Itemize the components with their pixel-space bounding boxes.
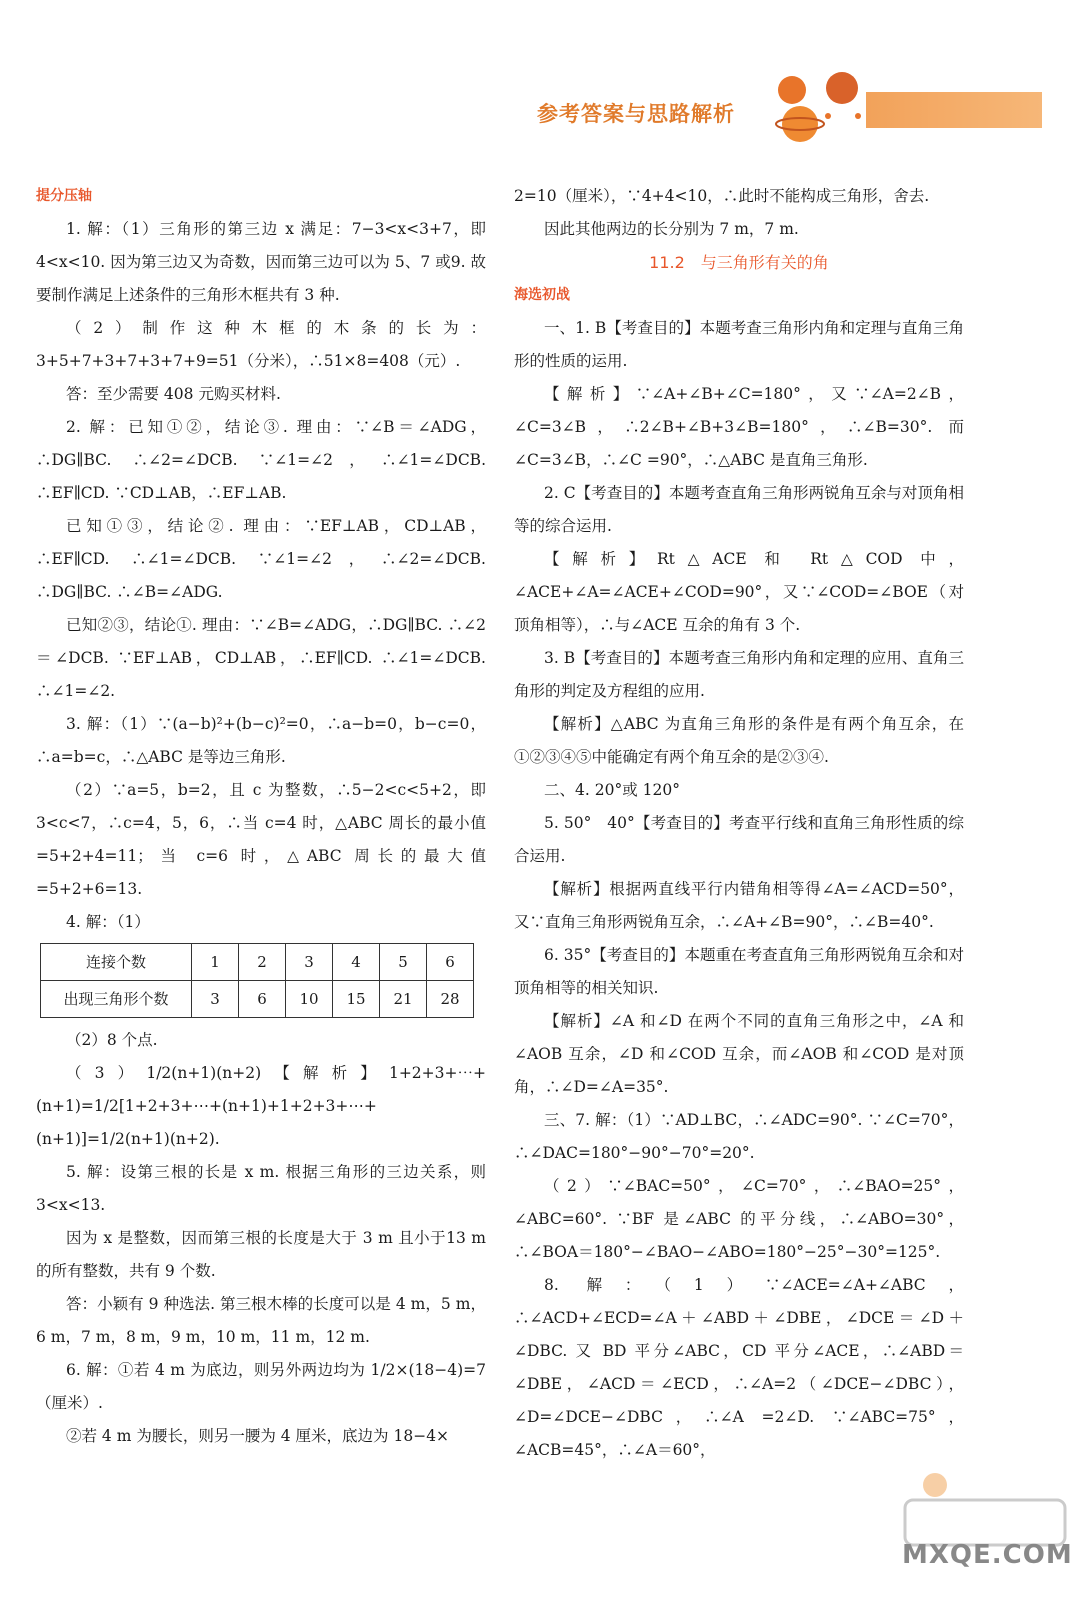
- answer-line: 答：至少需要 408 元购买材料.: [66, 385, 281, 403]
- answer-line: 3. 解：（1）∵(a−b)²+(b−c)²=0，∴a−b=0，b−c=0，∴a=b=c，∴△ABC 是等边三角形.: [36, 715, 486, 766]
- answer-line: 【解析】∠A 和∠D 在两个不同的直角三角形之中，∠A 和∠AOB 互余，∠D 和∠COD 互余，而∠AOB 和∠COD 是对顶角，∴∠D=∠A=35°.: [514, 1012, 964, 1096]
- data-table: [40, 943, 474, 1018]
- table-cell: 5: [380, 944, 427, 981]
- answer-line: 6. 解：①若 4 m 为底边，则另外两边均为 1/2×(18−4)=7（厘米）.: [36, 1361, 486, 1412]
- answer-line: 因为 x 是整数，因而第三根的长度是大于 3 m 且小于13 m 的所有整数，共有 9 个数.: [36, 1229, 486, 1280]
- answer-line: （2）8 个点.: [66, 1031, 158, 1049]
- planets-decoration-icon: [770, 68, 870, 148]
- table-cell: 3: [192, 981, 239, 1018]
- table-row: [41, 944, 474, 981]
- section-label: 海选初战: [514, 287, 570, 303]
- answer-line: 因此其他两边的长分别为 7 m，7 m.: [544, 220, 799, 238]
- answer-line: 3. B【考查目的】本题考查三角形内角和定理的应用、直角三角形的判定及方程组的应用.: [514, 649, 964, 700]
- table-row-header: 连接个数: [41, 944, 192, 981]
- answer-line: 5. 50° 40°【考查目的】考查平行线和直角三角形性质的综合运用.: [514, 814, 964, 865]
- table-cell: 21: [380, 981, 427, 1018]
- header-bar: [866, 92, 1042, 128]
- answer-line: 5. 解：设第三根的长是 x m. 根据三角形的三边关系，则 3<x<13.: [36, 1163, 486, 1214]
- watermark-text: MXQE.COM: [902, 1540, 1073, 1570]
- table-cell: 10: [286, 981, 333, 1018]
- answer-line: 已知②③，结论①. 理由：∵∠B=∠ADG，∴DG∥BC. ∴∠2＝∠DCB. ∵EF⊥AB，CD⊥AB，∴EF∥CD. ∴∠1=∠DCB. ∴∠1=∠2.: [36, 616, 486, 700]
- table-cell: 28: [427, 981, 474, 1018]
- section-label: 提分压轴: [36, 188, 92, 204]
- answer-line: ②若 4 m 为腰长，则另一腰为 4 厘米，底边为 18−4×: [66, 1427, 450, 1445]
- table-row: [41, 981, 474, 1018]
- answer-line: 2. C【考查目的】本题考查直角三角形两锐角互余与对顶角相等的综合运用.: [514, 484, 964, 535]
- table-cell: 3: [286, 944, 333, 981]
- answer-line: 8. 解：（1）∵∠ACE=∠A+∠ABC，∴∠ACD+∠ECD=∠A＋∠ABD＋∠DBE，∠DCE＝∠D＋∠DBC. 又 BD 平分∠ABC，CD 平分∠ACE，∴∠ABD＝∠DBE，∠ACD＝∠ECD，∴∠A=2（∠DCE−∠DBC），∠D=∠DCE−∠DBC，∴∠A =2∠D. ∵∠ABC=75°，∠ACB=45°，∴∠A＝60°，: [514, 1276, 964, 1459]
- answer-line: 已知①③，结论②. 理由：∵EF⊥AB，CD⊥AB，∴EF∥CD. ∴∠1=∠DCB. ∵∠1=∠2，∴∠2=∠DCB. ∴DG∥BC. ∴∠B=∠ADG.: [36, 517, 486, 601]
- answer-line: 三、7. 解：（1）∵AD⊥BC，∴∠ADC=90°. ∵∠C=70°，∴∠DAC=180°−90°−70°=20°.: [514, 1111, 964, 1162]
- page-header-title: 参考答案与思路解析: [537, 102, 735, 126]
- answer-line: （3）1/2(n+1)(n+2)【解析】1+2+3+⋯+(n+1)=1/2[1+2+3+⋯+(n+1)+1+2+3+⋯+(n+1)]=1/2(n+1)(n+2).: [36, 1064, 486, 1148]
- table-cell: 6: [239, 981, 286, 1018]
- answer-line: 二、4. 20°或 120°: [544, 781, 680, 799]
- table-row-header: 出现三角形个数: [41, 981, 192, 1018]
- table-cell: 6: [427, 944, 474, 981]
- table-cell: 15: [333, 981, 380, 1018]
- answer-line: 答：小颖有 9 种选法. 第三根木棒的长度可以是 4 m，5 m，6 m，7 m，8 m，9 m，10 m，11 m，12 m.: [36, 1295, 486, 1346]
- left-column: [36, 180, 486, 1453]
- answer-line: 一、1. B【考查目的】本题考查三角形内角和定理与直角三角形的性质的运用.: [514, 319, 964, 370]
- answer-line: 2=10（厘米），∵4+4<10，∴此时不能构成三角形，舍去.: [514, 187, 930, 205]
- answer-line: 【解析】Rt△ACE 和 Rt△COD 中，∠ACE+∠A=∠ACE+∠COD=90°，又∵∠COD=∠BOE（对顶角相等），∴与∠ACE 互余的角有 3 个.: [514, 550, 964, 634]
- answer-line: （2）制作这种木框的木条的长为：3+5+7+3+7+3+7+9=51（分米），∴51×8=408（元）.: [36, 319, 486, 370]
- answer-line: （2）∵a=5，b=2，且 c 为整数，∴5−2<c<5+2，即 3<c<7，∴c=4，5，6，∴当 c=4 时，△ABC 周长的最小值=5+2+4=11；当 c=6 时，△ABC 周长的最大值=5+2+6=13.: [36, 781, 486, 898]
- answer-line: 【解析】∵∠A+∠B+∠C=180°，又∵∠A=2∠B，∠C=3∠B，∴2∠B+∠B+3∠B=180°，∴∠B=30°. 而∠C=3∠B，∴∠C =90°，∴△ABC 是直角三角形.: [514, 385, 964, 469]
- answer-line: 【解析】△ABC 为直角三角形的条件是有两个角互余，在①②③④⑤中能确定有两个角互余的是②③④.: [514, 715, 964, 766]
- answer-line: 2. 解：已知①②，结论③. 理由：∵∠B＝∠ADG，∴DG∥BC. ∴∠2=∠DCB. ∵∠1=∠2，∴∠1=∠DCB. ∴EF∥CD. ∵CD⊥AB，∴EF⊥AB.: [36, 418, 486, 502]
- answer-line: 4. 解：（1）: [66, 913, 150, 931]
- answer-line: 6. 35°【考查目的】本题重在考查直角三角形两锐角互余和对顶角相等的相关知识.: [514, 946, 964, 997]
- answer-line: 【解析】根据两直线平行内错角相等得∠A=∠ACD=50°，又∵直角三角形两锐角互余，∴∠A+∠B=90°，∴∠B=40°.: [514, 880, 964, 931]
- table-cell: 4: [333, 944, 380, 981]
- table-cell: 1: [192, 944, 239, 981]
- table-cell: 2: [239, 944, 286, 981]
- answer-line: 1. 解：（1）三角形的第三边 x 满足：7−3<x<3+7，即4<x<10. 因为第三边又为奇数，因而第三边可以为 5、7 或9. 故要制作满足上述条件的三角形木框共有 3 种.: [36, 220, 486, 304]
- section-title: 11.2 与三角形有关的角: [649, 253, 829, 272]
- answer-line: （2）∵∠BAC=50°，∠C=70°，∴∠BAO=25°，∠ABC=60°. ∵BF 是∠ABC 的平分线，∴∠ABO=30°，∴∠BOA＝180°−∠BAO−∠ABO=180°−25°−30°=125°.: [514, 1177, 964, 1261]
- right-column: [514, 180, 964, 1467]
